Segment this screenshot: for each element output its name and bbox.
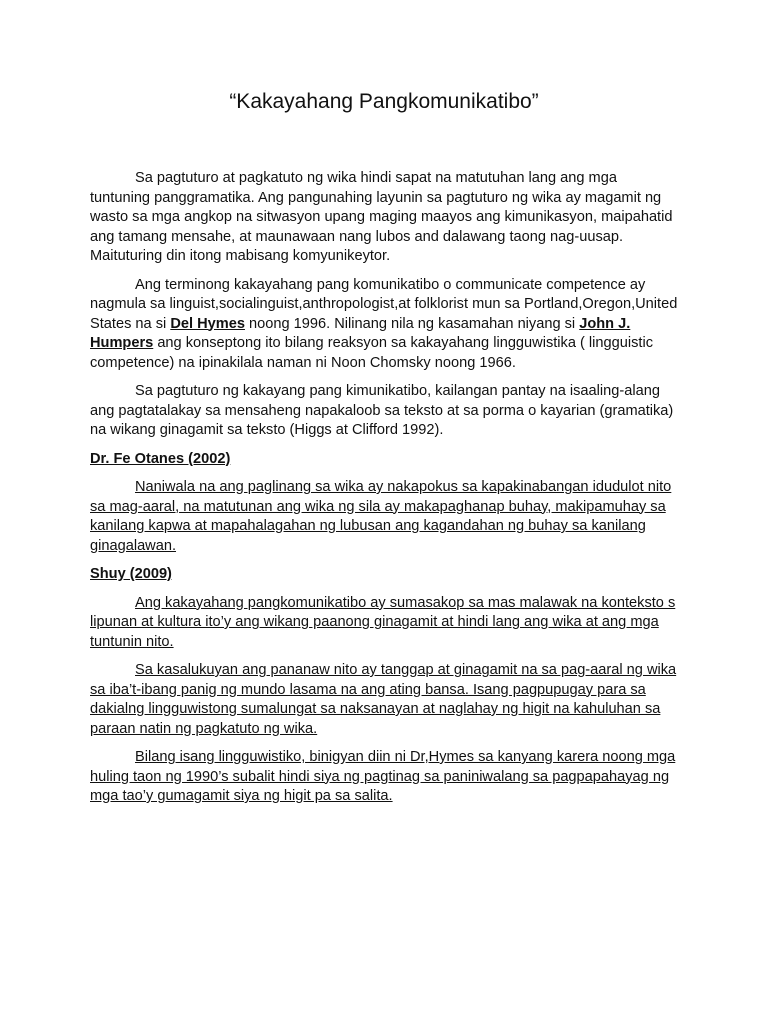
paragraph-intro: Sa pagtuturo at pagkatuto ng wika hindi sapat na matutuhan lang ang mga tuntuning panggramatika. Ang pangunahing layunin sa pagtuturo ng wika ay magamit ng wasto sa mga angkop na sitwasyon upang maging maayos ang kimunikasyon, maipahatid ang tamang mensahe, at maunawaan nang lubos and dalawang taong nag-uusap. Maituturing din itong mabisang komyunikeytor. [90,170,673,264]
paragraph-hymes-career: Bilang isang lingguwistiko, binigyan diin ni Dr,Hymes sa kanyang karera noong mga huling taon ng 1990’s subalit hindi siya ng pagtinag sa paniniwalang sa pagpapahayag ng mga tao’y gumagamit siya ng higit pa sa salita. [90,749,676,804]
heading-fe-otanes: Dr. Fe Otanes (2002) [90,450,231,467]
paragraph-terminology-text-b: noong 1996. Nilinang nila ng kasamahan niyang si [244,315,580,332]
paragraph-terminology [90,276,680,374]
document-body [90,169,680,816]
reference-del-hymes: Del Hymes [170,315,245,332]
paragraph-terminology-text-c: ang konseptong ito bilang reaksyon sa kakayahang lingguwistika ( lingguistic competence) na ipinakilala naman ni Noon Chomsky noong 1966. [90,335,654,371]
paragraph-teaching: Sa pagtuturo ng kakayang pang kimunikatibo, kailangan pantay na isaaling-alang ang pagtatalakay sa mensaheng napakaloob sa teksto at sa porma o kayarian (gramatika) na wikang ginagamit sa teksto (Higgs at Clifford 1992). [90,383,674,438]
reference-john-humpers: John J. Humpers [90,315,631,351]
paragraph-terminology-text-a: Ang terminong kakayahang pang komunikatibo o communicate competence ay nagmula sa linguist,socialinguist,anthropologist,at folklorist mun sa Portland,Oregon,United States na si [90,276,678,332]
paragraph-otanes: Naniwala na ang paglinang sa wika ay nakapokus sa kapakinabangan idudulot nito sa mag-aaral, na matutunan ang wika ng sila ay makapaghanap buhay, makipamuhay sa kanilang kapwa at mapahalagahan ng lubusan ang kagandahan ng buhay sa kanilang ginagalawan. [90,479,672,554]
heading-shuy: Shuy (2009) [90,566,172,582]
paragraph-shuy: Ang kakayahang pangkomunikatibo ay sumasakop sa mas malawak na konteksto s lipunan at kultura ito’y ang wikang paanong ginagamit at hindi lang ang wika at ang mga tuntunin nito. [90,594,676,650]
document-title: “Kakayahang Pangkomunikatibo” [229,90,539,113]
paragraph-present-view: Sa kasalukuyan ang pananaw nito ay tanggap at ginagamit na sa pag-aaral ng wika sa iba’t-ibang panig ng mundo lasama na ang ating bansa. Isang pagpupugay para sa dakialng lingguwistong sumalungat sa naksanayan at naglahay ng higit na kahuluhan sa paraan natin ng pagkatuto ng wika. [90,662,677,737]
